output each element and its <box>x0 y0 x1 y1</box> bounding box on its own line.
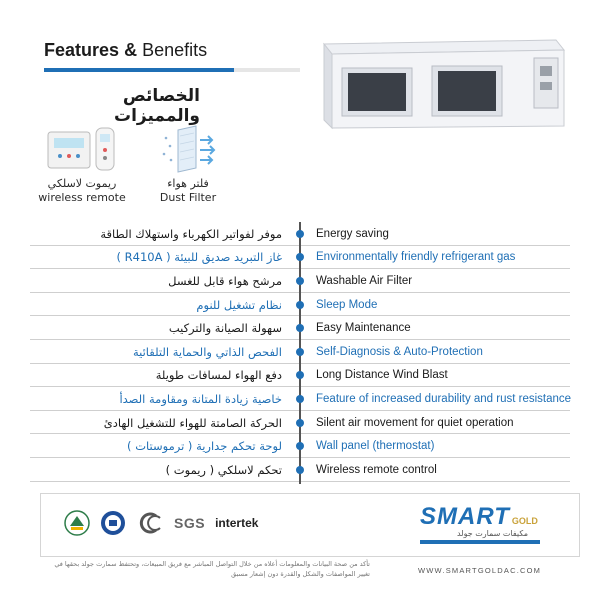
feature-label-en: Washable Air Filter <box>316 274 413 287</box>
certification-logos <box>64 510 258 536</box>
feature-label-en: Long Distance Wind Blast <box>316 369 448 382</box>
feature-label-ar: خاصية زيادة المتانة ومقاومة الصدأ <box>119 391 282 406</box>
feature-label-ar: الفحص الذاتي والحماية التلقائية <box>132 344 282 359</box>
wireless-remote-label-en: wireless remote <box>38 191 126 204</box>
feature-label-en: Easy Maintenance <box>316 322 411 335</box>
wireless-remote-label-ar: ريموت لاسلكي <box>47 177 117 190</box>
feature-bullet-dot <box>296 230 304 238</box>
tuv-logo-icon <box>100 510 126 536</box>
feature-label-ar: لوحة تحكم جدارية ( ترموستات ) <box>127 439 282 454</box>
feature-label-ar: نظام تشغيل للنوم <box>196 297 282 312</box>
remote-control-icon <box>44 124 120 174</box>
feature-label-ar: موفر لفواتير الكهرباء واستهلاك الطاقة <box>100 226 282 241</box>
page-title: Features & Benefits <box>44 40 208 60</box>
brand-name-arabic: مكيفات سمارت جولد <box>456 529 529 538</box>
feature-label-ar: سهولة الصيانة والتركيب <box>168 321 282 336</box>
brand-name: SMART <box>420 503 510 530</box>
website-link[interactable]: WWW.SMARTGOLDAC.COM <box>418 566 542 575</box>
feature-label-ar: مرشح هواء قابل للغسل <box>168 273 282 288</box>
feature-label-ar: غاز التبريد صديق للبيئة ( R410A ) <box>116 250 282 265</box>
features-header <box>44 40 207 61</box>
cb-scheme-logo-icon <box>136 510 164 536</box>
accessory-wireless-remote <box>36 124 128 204</box>
feature-bullet-dot <box>296 419 304 427</box>
feature-label-en: Wall panel (thermostat) <box>316 440 435 453</box>
sgs-logo: SGS <box>174 515 206 531</box>
page-title-arabic: الخصائص والمميزات <box>114 86 200 126</box>
feature-label-en: Sleep Mode <box>316 298 378 311</box>
feature-label-ar: دفع الهواء لمسافات طويلة <box>155 368 282 383</box>
brand-underline <box>420 540 540 544</box>
feature-label-en: Wireless remote control <box>316 463 437 476</box>
brand-suffix: GOLD <box>511 516 538 526</box>
intertek-logo: intertek <box>215 516 259 530</box>
feature-label-ar: الحركة الصامتة للهواء للتشغيل الهادئ <box>103 415 282 430</box>
ducted-ac-unit-image <box>320 36 570 131</box>
feature-label-en: Self-Diagnosis & Auto-Protection <box>316 345 483 358</box>
accessory-dust-filter <box>148 124 228 204</box>
feature-bullet-dot <box>296 301 304 309</box>
feature-bullet-dot <box>296 348 304 356</box>
saso-logo-icon <box>64 510 90 536</box>
brand-logo <box>420 503 565 544</box>
feature-label-en: Energy saving <box>316 227 389 240</box>
air-filter-icon <box>158 124 218 174</box>
feature-label-en: Environmentally friendly refrigerant gas <box>316 251 516 264</box>
feature-bullet-dot <box>296 277 304 285</box>
dust-filter-label-en: Dust Filter <box>159 191 217 204</box>
feature-bullet-dot <box>296 466 304 474</box>
disclaimer-text: تأكد من صحة البيانات والمعلومات أعلاه من خلال التواصل المباشر مع فريق المبيعات، وتحتفظ سمارت جولد بحقها في تغيير المواصفات والشكل والقدرة دون إشعار مسبق <box>54 560 370 578</box>
feature-bullet-dot <box>296 395 304 403</box>
title-underline <box>44 68 300 72</box>
dust-filter-label-ar: فلتر هواء <box>167 177 209 190</box>
feature-label-en: Feature of increased durability and rust resistance <box>316 392 572 405</box>
feature-label-en: Silent air movement for quiet operation <box>316 416 514 429</box>
feature-label-ar: تحكم لاسلكي ( ريموت ) <box>165 462 282 477</box>
